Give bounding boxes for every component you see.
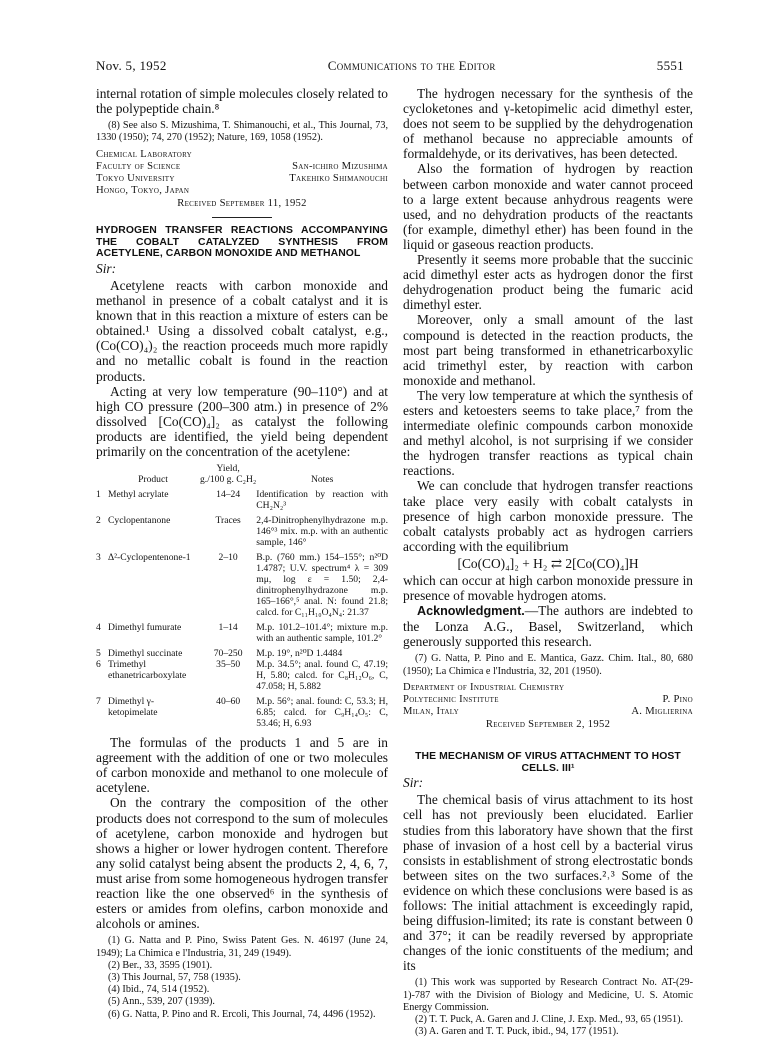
table-row [96,659,388,692]
product-name: Dimethyl succinate [108,648,183,660]
row-number: 6 [96,659,101,671]
notes-cell: M.p. 101.2–101.4°; mixture m.p. with an authentic sample, 101.2° [256,622,388,645]
yield-value: Traces [215,515,241,527]
address-line: Hongo, Tokyo, Japan [96,185,190,197]
notes-cell: B.p. (760 mm.) 154–155°; n²⁰D 1.4787; U.V. spectrum⁴ λ = 309 mμ, log ε = 1.50; 2,4-dinitrophenylhydrazone m.p. 165–166°,⁵ anal. N: found 21.8; calcd. for C₁₁H₁₀O₄N₄: 21.37 [256,552,388,619]
table-row [96,618,388,644]
row-number: 1 [96,489,101,501]
notes-cell: M.p. 19°, n²⁰D 1.4484 [256,648,343,660]
paragraph: We can conclude that hydrogen transfer reactions take place very easily with cobalt catalysts in presence of high carbon monoxide pressure. The cobalt catalysts probably act as hydrogen carriers according with the equilibrium [403,478,693,554]
paragraph: Acting at very low temperature (90–110°) and at high CO pressure (200–300 atm.) in presence of 2% dissolved [Co(CO)₄]₂ as catalyst the following products are identified, the yield being dependent primarily on the concentration of the acetylene: [96,383,388,459]
table-header-notes: Notes [310,474,334,486]
row-number: 2 [96,515,101,527]
product-name: Dimethyl γ-ketopimelate [108,696,158,719]
product-name: Dimethyl fumurate [108,622,182,634]
footnote: (4) Ibid., 74, 514 (1952). [108,984,210,996]
acknowledgment-text: —The authors are indebted to the Lonza A.G., Basel, Switzerland, which generously supported this research. [403,603,693,650]
yield-value: 14–24 [216,489,241,501]
author-address-block [403,682,693,731]
article-title: HYDROGEN TRANSFER REACTIONS ACCOMPANYING THE COBALT CATALYZED SYNTHESIS FROM ACETYLENE, CARBON MONOXIDE AND METHANOL [96,225,388,260]
table-row [96,485,388,511]
footnote: (6) G. Natta, P. Pino and R. Ercoli, This Journal, 74, 4496 (1952). [108,1008,376,1020]
table-header-yield: g./100 g. C₂H₂ [200,474,257,486]
table-header-product: Product [138,474,168,486]
address-line: Milan, Italy [403,706,459,718]
running-header [96,58,684,74]
address-line: Faculty of Science [96,160,181,172]
table-row [96,644,388,659]
paragraph: The very low temperature at which the synthesis of esters and ketoesters seems to take place,⁷ from the intermediate olefinic compounds carbon monoxide and methyl alcohol, is not surprising if we consider the hydrogen transfer reactions as typical chain reactions. [403,387,693,479]
paragraph: The hydrogen necessary for the synthesis of the cycloketones and γ-ketopimelic acid dimethyl ester, does not seem to be supplied by the dehydrogenation of methanol because no appreciable amounts of formaldehyde, or its derivatives, has been detected. [403,86,693,162]
equilibrium-equation: [Co(CO)₄]₂ + H₂ ⇄ 2[Co(CO)₄]H [457,555,639,571]
header-page-number: 5551 [656,58,684,73]
product-name: Δ²-Cyclopentenone-1 [108,552,191,564]
row-number: 4 [96,622,101,634]
paragraph: Also the formation of hydrogen by reaction between carbon monoxide and water cannot proceed to a large extent because anhydrous reagents were used, and no dehydration products of the reactants (for example, dimethyl ether) has been found in the liquid or gaseous reaction products. [403,161,693,252]
footnote: (5) Ann., 539, 207 (1939). [108,996,215,1008]
table-row [96,692,388,729]
received-date: Received September 2, 1952 [485,718,611,730]
yield-value: 35–50 [216,659,241,671]
notes-cell: M.p. 34.5°; anal. found C, 47.19; H, 5.80; calcd. for C₈H₁₂O₆, C, 47.058; H, 5.882 [256,659,388,693]
yield-value: 1–14 [218,622,238,634]
paragraph: internal rotation of simple molecules closely related to the polypeptide chain.⁸ [96,86,388,117]
paragraph: Presently it seems more probable that the succinic acid dimethyl ester acts as hydrogen donor the first dehydrogenation product being the fumaric acid dimethyl ester. [403,252,693,313]
paragraph: The formulas of the products 1 and 5 are in agreement with the addition of one or two molecules of carbon monoxide and methanol to one molecule of acetylene. [96,735,388,796]
product-name: Methyl acrylate [108,489,169,501]
acknowledgment [403,603,693,649]
footnote: (2) Ber., 33, 3595 (1901). [108,959,213,971]
notes-cell: Identification by reaction with CH₂N₂³ [256,489,388,512]
author-name: P. Pino [662,694,693,706]
author-name: San-ichiro Mizushima [292,160,388,172]
acknowledgment-label: Acknowledgment. [417,604,525,619]
footnote: (1) G. Natta and P. Pino, Swiss Patent Ges. N. 46197 (June 24, 1949); La Chimica e l'Industria, 31, 249 (1949). [96,935,388,959]
footnote-8: (8) See also S. Mizushima, T. Shimanouchi, et al., This Journal, 73, 1330 (1950); 74, 270 (1952); Nature, 169, 1058 (1952). [96,120,388,144]
address-line: Department of Industrial Chemistry [403,681,565,693]
table-row [96,511,388,548]
header-section: Communications to the Editor [327,58,496,73]
paragraph: which can occur at high carbon monoxide pressure in presence of movable hydrogen atoms. [403,573,693,604]
row-number: 7 [96,696,101,708]
right-column [403,86,693,1038]
notes-cell: 2,4-Dinitrophenylhydrazone m.p. 146°³ mix. m.p. with an authentic sample, 146° [256,515,388,549]
author-name: A. Miglierina [631,706,693,718]
products-table [96,463,388,729]
footnote: (3) A. Garen and T. T. Puck, ibid., 94, 177 (1951). [415,1026,619,1038]
salutation: Sir: [403,775,424,791]
yield-value: 2–10 [218,552,238,564]
paragraph: Moreover, only a small amount of the last compound is detected in the reaction products, the most part being transformed in ethanetricarboxylic acid trimethyl ester, by reaction with carbon monoxide and methanol. [403,312,693,388]
footnote-7: (7) G. Natta, P. Pino and E. Mantica, Gazz. Chim. Ital., 80, 680 (1950); La Chimica e l'Industria, 32, 201 (1950). [403,653,693,677]
yield-value: 70–250 [213,648,243,660]
address-line: Chemical Laboratory [96,148,193,160]
notes-cell: M.p. 56°; anal. found: C, 53.3; H, 6.85; calcd. for C₉H₁₄O₅: C, 53.46; H, 6.93 [256,696,388,730]
row-number: 3 [96,552,101,564]
paragraph: The chemical basis of virus attachment to its host cell has not previously been elucidated. Earlier studies from this laboratory have shown that the first phase of invasion of a host cell by a bacterial virus consists in establishment of strong electrostatic bonds between sites on the two surfaces.²˒³ Some of the evidence on which these conclusions were based is as follows: The initial attachment is exceedingly rapid, being diffusion-limited; its rate is constant between 0 and 37°; it can be readily reversed by appropriate changes of the ionic constituents of the medium; and its [403,792,693,974]
yield-value: 40–60 [216,696,241,708]
footnote: (2) T. T. Puck, A. Garen and J. Cline, J. Exp. Med., 93, 65 (1951). [415,1014,684,1026]
table-header-yield-top: Yield, [216,463,240,475]
author-address-block [96,149,388,210]
paragraph: On the contrary the composition of the other products does not correspond to the sum of molecules of acetylene, carbon monoxide and hydrogen but shows a higher or lower hydrogen content. Therefore any solid catalyst being absent the products 2, 4, 6, 7, must arise from some homogeneous hydrogen transfer reaction like the one observed⁶ in the synthesis of esters or amides from olefins, carbon monoxide and alcohols or amines. [96,795,388,932]
product-name: Trimethyl ethanetricarboxylate [108,659,187,682]
footnote: (1) This work was supported by Research Contract No. AT-(29-1)-787 with the Division of Biology and Medicine, U. S. Atomic Energy Commission. [403,977,693,1013]
header-date: Nov. 5, 1952 [96,58,167,73]
address-line: Tokyo University [96,173,175,185]
received-date: Received September 11, 1952 [177,197,307,209]
paragraph: Acetylene reacts with carbon monoxide and methanol in presence of a cobalt catalyst and it is known that in this reaction a mixture of esters can be obtained.¹ Using a dissolved cobalt catalyst, e.g., (Co(CO)₄)₂ the reaction proceeds much more rapidly and no metallic cobalt is found in the reaction products. [96,277,388,384]
author-name: Takehiko Shimanouchi [289,173,388,185]
table-row [96,548,388,618]
left-column [96,86,388,1021]
product-name: Cyclopentanone [108,515,171,527]
address-line: Polytechnic Institute [403,694,499,706]
salutation: Sir: [96,260,117,276]
footnote: (3) This Journal, 57, 758 (1935). [108,971,241,983]
article-title: THE MECHANISM OF VIRUS ATTACHMENT TO HOST CELLS. III¹ [415,751,681,774]
section-divider [212,217,272,218]
row-number: 5 [96,648,101,660]
